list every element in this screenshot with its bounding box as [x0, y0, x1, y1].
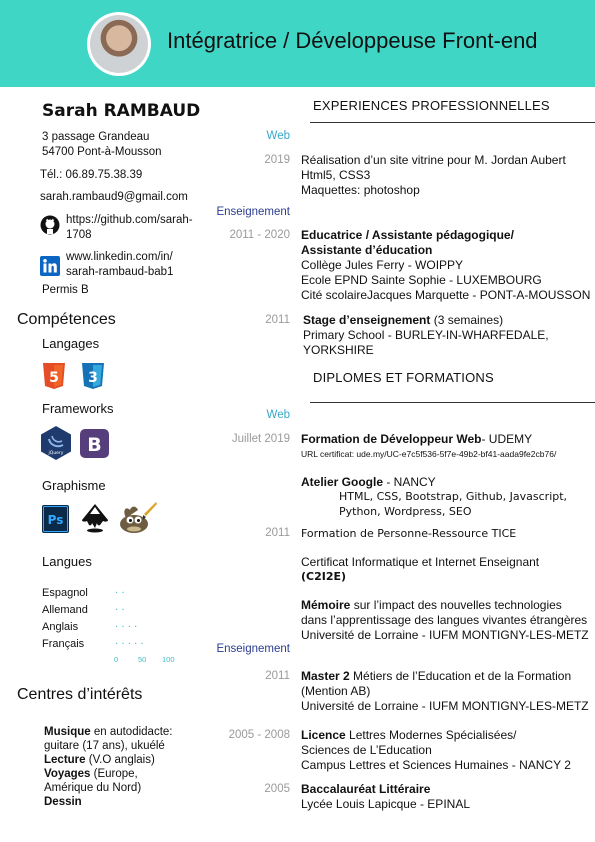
language-name: Français [42, 638, 85, 650]
education-line: (Mention AB) [301, 684, 371, 698]
education-line: Université de Lorraine - IUFM MONTIGNY-LES-METZ [301, 699, 589, 713]
experience-line: Réalisation d’un site vitrine pour M. Jordan Aubert [301, 153, 566, 167]
education-title-line: Master 2 Métiers de l’Education et de la Formation [301, 669, 572, 683]
education-title-line: Licence Lettres Modernes Spécialisées/ [301, 728, 517, 742]
education-line: HTML, CSS, Bootstrap, Github, Javascript, [339, 490, 568, 503]
gimp-icon [116, 500, 158, 536]
language-scale [114, 655, 184, 667]
address-line1: 3 passage Grandeau [42, 131, 150, 143]
email[interactable]: sarah.rambaud9@gmail.com [40, 191, 188, 203]
language-level-dots: . . [115, 585, 125, 596]
experience-line: Ecole EPND Sainte Sophie - LUXEMBOURG [301, 273, 542, 287]
education-line: Lycée Louis Lapicque - EPINAL [301, 797, 470, 811]
bootstrap-icon [80, 429, 109, 458]
education-line: Python, Wordpress, SEO [339, 505, 472, 518]
experience-year: 2019 [264, 154, 290, 166]
languages-section-title: Langues [42, 554, 92, 569]
inkscape-icon [79, 503, 111, 533]
experience-line: YORKSHIRE [303, 343, 374, 357]
education-line: Formation de Personne-Ressource TICE [301, 527, 517, 540]
education-year: 2011 [265, 527, 290, 539]
category-web: Web [266, 409, 290, 421]
address-line2: 54700 Pont-à-Mousson [42, 146, 162, 158]
experience-title-line: Assistante d’éducation [301, 243, 433, 257]
html5-icon [42, 363, 66, 389]
avatar [90, 15, 148, 73]
page-title: Intégratrice / Développeuse Front-end [167, 28, 538, 53]
bootstrap-glyph: B [87, 434, 102, 456]
education-line: Université de Lorraine - IUFM MONTIGNY-LES-METZ [301, 628, 589, 642]
education-year: 2011 [265, 670, 290, 682]
skills-title: Compétences [17, 311, 116, 328]
experience-line: Maquettes: photoshop [301, 183, 420, 197]
language-level-dots: . . [115, 602, 125, 613]
education-title-line: Mémoire sur l’impact des nouvelles technologies [301, 598, 562, 612]
scale-tick: 0 [114, 655, 119, 664]
education-line: dans l’apprentissage des langues vivantes étrangères [301, 613, 588, 627]
css3-icon [81, 363, 105, 389]
graphics-subtitle: Graphisme [42, 478, 106, 493]
language-level-dots: . . . . . [115, 636, 144, 647]
language-name: Espagnol [42, 587, 88, 599]
education-title-line: Baccalauréat Littéraire [301, 782, 431, 796]
scale-tick: 100 [162, 655, 175, 664]
frameworks-subtitle: Frameworks [42, 401, 114, 416]
github-link-line1[interactable]: https://github.com/sarah- [66, 214, 193, 226]
education-line: Sciences de L’Education [301, 743, 432, 757]
interest-travel-detail: Amérique du Nord) [44, 782, 142, 794]
experience-title-line: Stage d’enseignement (3 semaines) [303, 313, 504, 327]
github-link-line2[interactable]: 1708 [66, 229, 92, 241]
linkedin-link-line2[interactable]: sarah-rambaud-bab1 [66, 266, 174, 278]
education-year: 2005 [264, 783, 290, 795]
jquery-icon [40, 426, 72, 460]
language-name: Allemand [42, 604, 88, 616]
education-title: DIPLOMES ET FORMATIONS [313, 370, 494, 385]
education-title-line: (C2I2E) [301, 570, 347, 583]
jquery-label: jQuery [48, 451, 64, 456]
linkedin-link-line1[interactable]: www.linkedin.com/in/ [66, 251, 173, 263]
interest-travel: Voyages (Europe, [44, 768, 138, 780]
html5-glyph: 5 [49, 370, 59, 386]
interest-drawing: Dessin [44, 796, 82, 808]
photoshop-icon [42, 505, 69, 533]
phone: Tél.: 06.89.75.38.39 [40, 169, 143, 181]
education-year: 2005 - 2008 [228, 729, 290, 741]
experience-line: Cité scolaireJacques Marquette - PONT-A-MOUSSON [301, 288, 591, 302]
linkedin-icon [40, 256, 60, 276]
interest-music-detail: guitare (17 ans), ukuélé [44, 740, 165, 752]
category-teaching: Enseignement [216, 643, 290, 655]
languages-subtitle: Langages [42, 336, 100, 351]
driving-license: Permis B [42, 284, 89, 296]
experience-line: Primary School - BURLEY-IN-WHARFEDALE, [303, 328, 549, 342]
education-year: Juillet 2019 [231, 433, 290, 445]
interests-title: Centres d’intérêts [17, 686, 143, 703]
interest-music: Musique en autodidacte: [44, 726, 173, 738]
profile-name: Sarah RAMBAUD [42, 101, 201, 121]
language-level-dots: . . . . [115, 619, 138, 630]
scale-tick: 50 [138, 655, 147, 664]
category-teaching: Enseignement [216, 206, 290, 218]
interest-reading: Lecture (V.O anglais) [44, 754, 155, 766]
experience-title-line: Educatrice / Assistante pédagogique/ [301, 228, 514, 242]
experience-year: 2011 - 2020 [229, 229, 290, 241]
github-icon [40, 215, 60, 235]
education-line: Campus Lettres et Sciences Humaines - NANCY 2 [301, 758, 571, 772]
experience-title: EXPERIENCES PROFESSIONNELLES [313, 98, 550, 113]
experience-rule [310, 122, 595, 123]
certificate-url[interactable]: URL certificat: ude.my/UC-e7c5f536-5f7e-49b2-bf41-aada9fe2cb76/ [301, 449, 557, 459]
education-title-line: Atelier Google - NANCY [301, 475, 436, 489]
experience-year: 2011 [265, 314, 290, 326]
photoshop-glyph: Ps [47, 513, 64, 527]
experience-line: Collège Jules Ferry - WOIPPY [301, 258, 464, 272]
category-web: Web [266, 130, 290, 142]
experience-line: Html5, CSS3 [301, 168, 371, 182]
education-title-line: Formation de Développeur Web- UDEMY [301, 432, 533, 446]
css3-glyph: 3 [88, 370, 98, 386]
education-rule [310, 402, 595, 403]
language-name: Anglais [42, 621, 79, 633]
education-line: Certificat Informatique et Internet Enseignant [301, 555, 540, 569]
